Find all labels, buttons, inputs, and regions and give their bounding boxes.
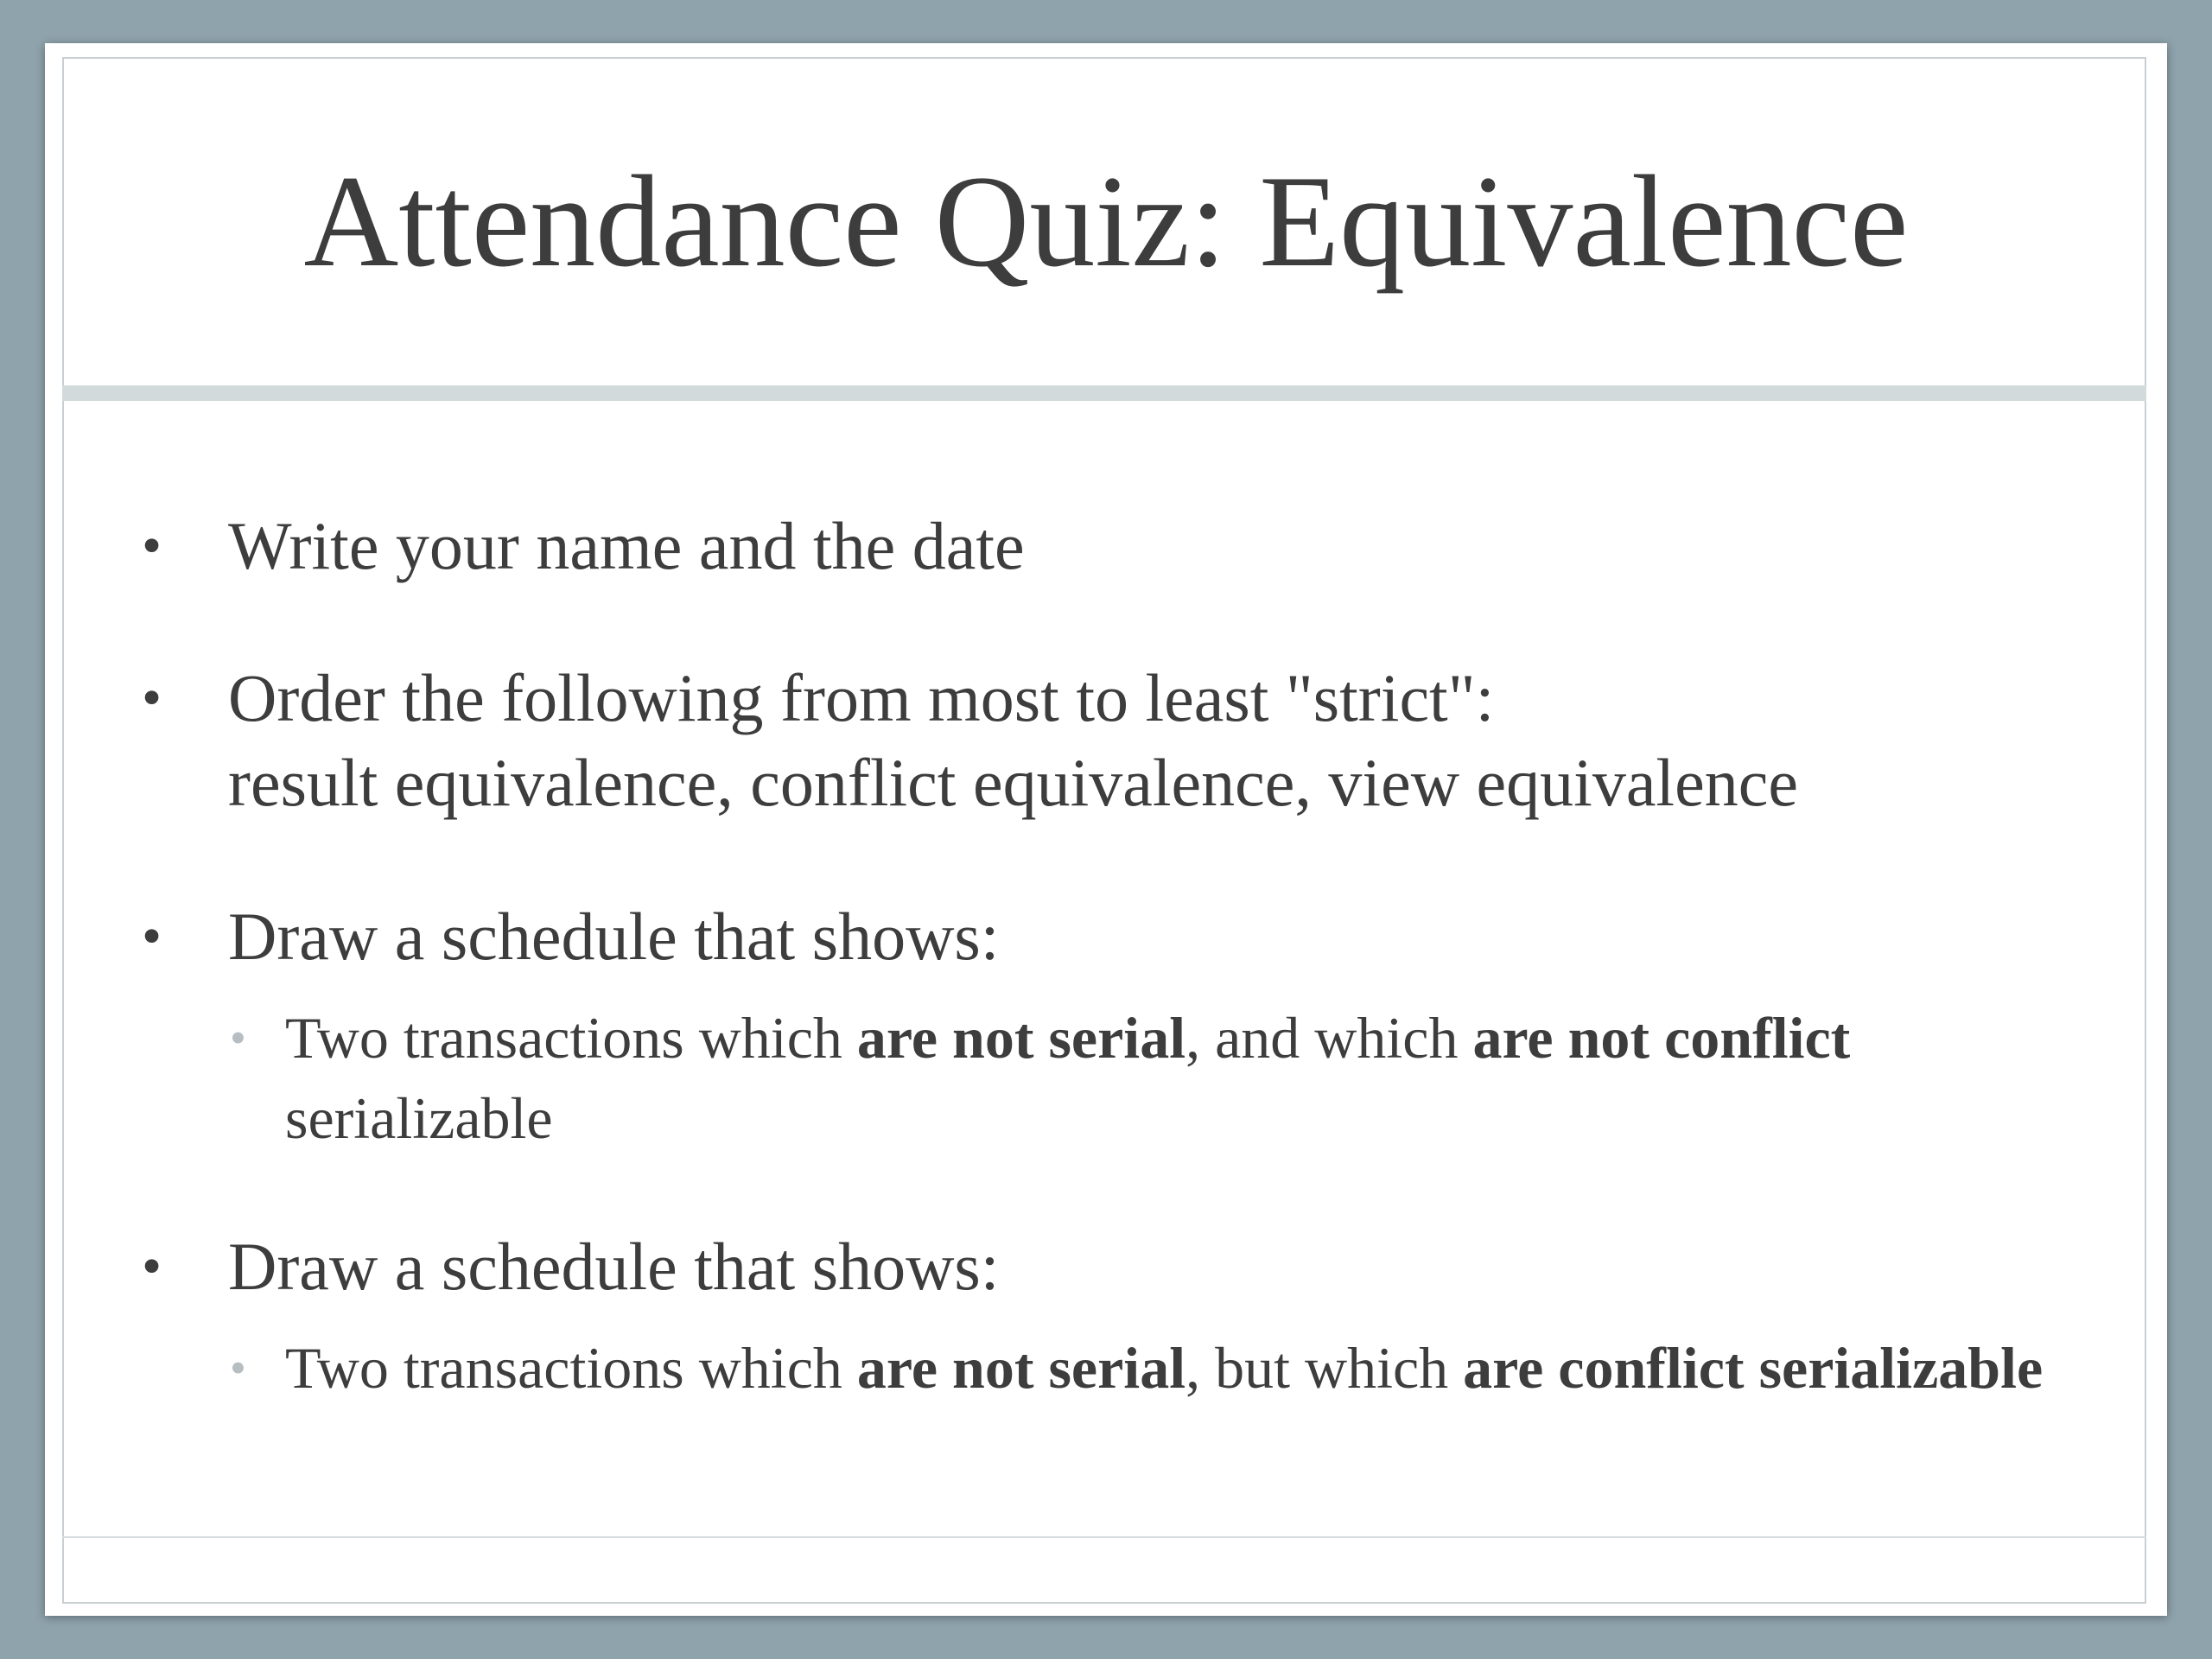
sub-bullet-3-text: , and which [1185, 1005, 1473, 1071]
bullet-1: Write your name and the date [228, 508, 1025, 583]
sub-bullet-3-bold: are not serial [856, 1005, 1186, 1071]
bullet-dot-icon: • [142, 905, 162, 968]
bullet-3: Draw a schedule that shows: [228, 899, 1000, 974]
sub-bullet-4 [285, 1328, 2126, 1408]
bullet-2-line-2: result equivalence, conflict equivalence, view equivalence [228, 745, 1798, 820]
bullet-dot-icon: • [142, 666, 162, 729]
sub-bullet-3 [285, 998, 2126, 1159]
sub-bullet-3-bold: are not conflict [1472, 1005, 1851, 1071]
bullet-2-line-1: Order the following from most to least "strict": [228, 660, 1495, 735]
sub-bullet-3-text: serializable [285, 1085, 553, 1151]
sub-bullet-4-bold: are conflict serializable [1463, 1335, 2044, 1401]
sub-bullet-4-text: Two transactions which [285, 1335, 857, 1401]
sub-bullet-4-bold: are not serial [856, 1335, 1186, 1401]
bullet-dot-icon: • [142, 1235, 162, 1298]
slide-content [45, 43, 2167, 1616]
slide-title: Attendance Quiz: Equivalence [303, 149, 1909, 294]
bullet-dot-icon: • [142, 514, 162, 577]
sub-bullet-4-text: , but which [1185, 1335, 1464, 1401]
sub-bullet-dot-icon: • [230, 1342, 246, 1394]
sub-bullet-3-text: Two transactions which [285, 1005, 857, 1071]
bullet-2 [228, 656, 2086, 825]
bullet-4: Draw a schedule that shows: [228, 1229, 1000, 1304]
footer-divider [62, 1536, 2146, 1538]
sub-bullet-dot-icon: • [230, 1012, 246, 1064]
slide [45, 43, 2167, 1616]
